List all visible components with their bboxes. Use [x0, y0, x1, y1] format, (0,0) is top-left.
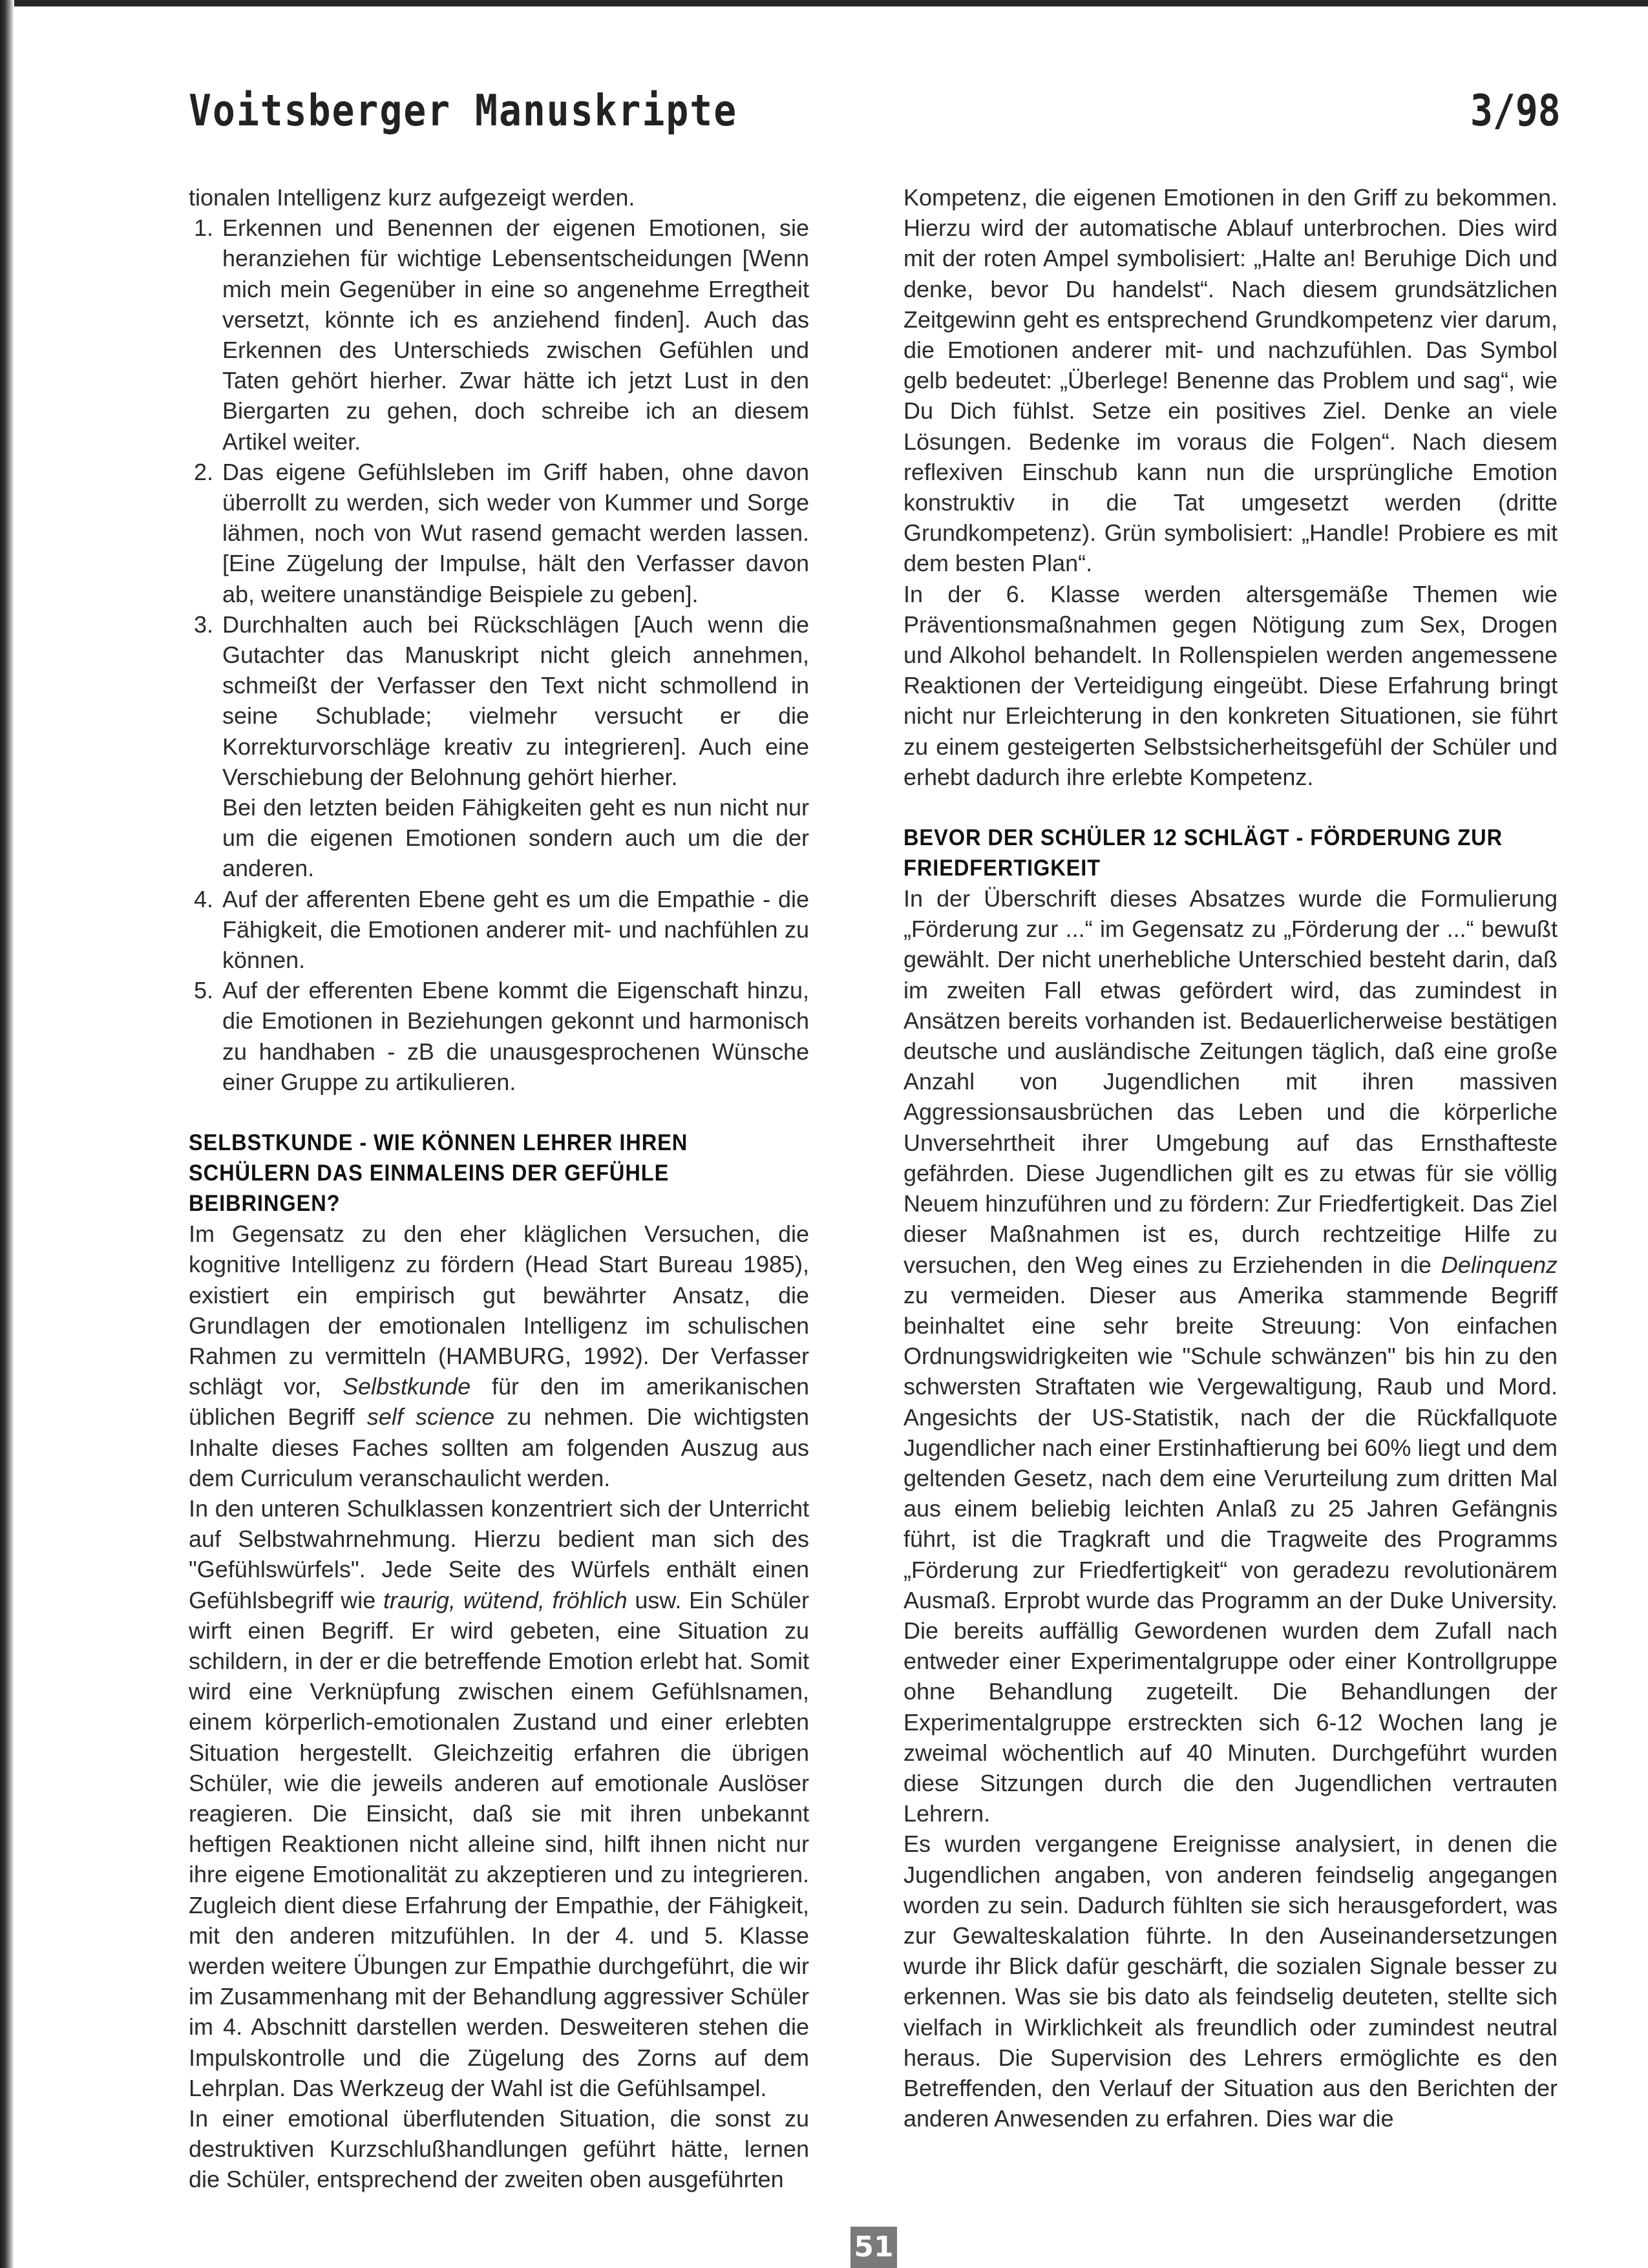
- scan-top-edge: [0, 0, 1648, 6]
- list-item: 1. Erkennen und Benennen der eigenen Emotionen, sie heranziehen für wichtige Lebensentscheidungen [Wenn mich mein Gegenüber in eine so angenehme Erregtheit versetzt, könnte ich es anziehend finden]. Auch das Erkennen des Unterschieds zwischen Gefühlen und Taten gehört hierher. Zwar hätte ich jetzt Lust in den Biergarten zu gehen, doch schreibe ich an diesem Artikel weiter.: [220, 213, 809, 457]
- list-item-text: 3. Durchhalten auch bei Rückschlägen [Auch wenn die Gutachter das Manuskript nicht gleich annehmen, schmeißt der Verfasser den Text nicht schmollend in seine Schublade; vielmehr versucht er die Korrekturvorschläge kreativ zu integrieren]. Auch eine Verschiebung der Belohnung gehört hierher.: [222, 611, 809, 790]
- paragraph: In einer emotional überflutenden Situation, die sonst zu destruktiven Kurzschlußhandlungen geführt hätte, lernen die Schüler, entsprechend der zweiten oben ausgeführten: [189, 2105, 809, 2193]
- paragraph: In der Überschrift dieses Absatzes wurde die Formulierung „Förderung zur ...“ im Gegensatz zu „Förderung der ...“ bewußt gewählt. Der nicht unerhebliche Unterschied besteht darin, daß im zweiten Fall etwas gefördert wird, das zumindest in Ansätzen bereits vorhanden ist. Bedauerlicherweise bestätigen deutsche und ausländische Zeitungen täglich, daß eine große Anzahl von Jugendlichen mit ihren massiven Aggressionsausbrüchen das Leben und die körperliche Unversehrtheit ihrer Umgebung auf das Ernsthafteste gefährden. Diese Jugendlichen gilt es zu etwas für sie völlig Neuem hinzuführen und zu fördern: Zur Friedfertigkeit. Das Ziel dieser Maßnahmen ist es, durch rechtzeitige Hilfe zu versuchen, den Weg eines zu Erziehenden in die Delinquenz zu vermeiden. Dieser aus Amerika stammende Begriff beinhaltet eine sehr breite Streuung: Von einfachen Ordnungswidrigkeiten wie "Schule schwänzen" bis hin zu den schwersten Straftaten wie Vergewaltigung, Raub und Mord. Angesichts der US-Statistik, nach der die Rückfallquote Jugendlicher nach einer Erstinhaftierung bei 60% liegt und dem geltenden Gesetz, nach dem eine Verurteilung zum dritten Mal aus einem beliebig leichten Anlaß zu 25 Jahren Gefängnis führt, ist die Tragkraft und die Tragweite des Programms „Förderung zur Friedfertigkeit“ von geradezu revolutionärem Ausmaß. Erprobt wurde das Programm an der Duke University. Die bereits auffällig Gewordenen wurden dem Zufall nach entweder einer Experimentalgruppe oder einer Kontrollgruppe ohne Behandlung zugeteilt. Die Behandlungen der Experimentalgruppe erstreckten sich 6-12 Wochen lang je zweimal wöchentlich auf 40 Minuten. Durchgeführt wurden diese Sitzungen durch die den Jugendlichen vertrauten Lehrern.: [903, 885, 1558, 1827]
- paragraph: Kompetenz, die eigenen Emotionen in den Griff zu bekommen. Hierzu wird der automatische Ablauf unterbrochen. Dies wird mit der roten Ampel symbolisiert: „Halte an! Beruhige Dich und denke, bevor Du handelst“. Nach diesem grundsätzlichen Zeitgewinn geht es entsprechend Grundkompetenz vier darum, die Emotionen anderer mit- und nachzufühlen. Das Symbol gelb bedeutet: „Überlege! Benenne das Problem und sag“, wie Du Dich fühlst. Setze ein positives Ziel. Denke an viele Lösungen. Bedenke im voraus die Folgen“. Nach diesem reflexiven Einschub kann nun die ursprüngliche Emotion konstruktiv in die Tat umgesetzt werden (dritte Grundkompetenz). Grün symbolisiert: „Handle! Probiere es mit dem besten Plan“.: [903, 184, 1558, 577]
- list-item: 4. Auf der afferenten Ebene geht es um die Empathie - die Fähigkeit, die Emotionen anderer mit- und nachfühlen zu können.: [220, 884, 809, 976]
- paragraph: Im Gegensatz zu den eher kläglichen Versuchen, die kognitive Intelligenz zu fördern (Head Start Bureau 1985), existiert ein empirisch gut bewährter Ansatz, die Grundlagen der emotionalen Intelligenz im schulischen Rahmen zu vermitteln (HAMBURG, 1992). Der Verfasser schlägt vor, Selbstkunde für den im amerikanischen üblichen Begriff self science zu nehmen. Die wichtigsten Inhalte dieses Faches sollten am folgenden Auszug aus dem Curriculum veranschaulicht werden.: [189, 1221, 809, 1491]
- issue-number: 3/98: [1470, 85, 1561, 136]
- emphasis: traurig, wütend, fröhlich: [383, 1586, 628, 1613]
- left-column: [189, 182, 809, 2195]
- right-column: [903, 182, 1558, 2134]
- paragraph: In den unteren Schulklassen konzentriert sich der Unterricht auf Selbstwahrnehmung. Hierzu bedient man sich des "Gefühlswürfels". Jede Seite des Würfels enthält einen Gefühlsbegriff wie traurig, wütend, fröhlich usw. Ein Schüler wirft einen Begriff. Er wird gebeten, eine Situation zu schildern, in der er die betreffende Emotion erlebt hat. Somit wird eine Verknüpfung zwischen einem Gefühlsnamen, einem körperlich-emotionalen Zustand und einer erlebten Situation hergestellt. Gleichzeitig erfahren die übrigen Schüler, wie die jeweils anderen auf emotionale Auslöser reagieren. Die Einsicht, daß sie mit ihren unbekannt heftigen Reaktionen nicht alleine sind, hilft ihnen nicht nur ihre eigene Emotionalität zu akzeptieren und zu integrieren. Zugleich dient diese Erfahrung der Empathie, der Fähigkeit, mit den anderen mitzufühlen. In der 4. und 5. Klasse werden weitere Übungen zur Empathie durchgeführt, die wir im Zusammenhang mit der Behandlung aggressiver Schüler im 4. Abschnitt darstellen werden. Desweiteren stehen die Impulskontrolle und die Zügelung des Zorns auf dem Lehrplan. Das Werkzeug der Wahl ist die Gefühlsampel.: [189, 1495, 810, 2101]
- section-heading: SELBSTKUNDE - WIE KÖNNEN LEHRER IHREN SCHÜLERN DAS EINMALEINS DER GEFÜHLE BEIBRINGEN?: [189, 1130, 688, 1217]
- book-spine-shadow: [0, 0, 14, 2268]
- list-item: [220, 609, 809, 884]
- page-number: 51: [850, 2227, 897, 2268]
- paragraph: In der 6. Klasse werden altersgemäße Themen wie Präventionsmaßnahmen gegen Nötigung zum Sex, Drogen und Alkohol behandelt. In Rollenspielen werden angemessene Reaktionen der Verteidigung eingeübt. Diese Erfahrung bringt nicht nur Erleichterung in den konkreten Situationen, sie führt zu einem gesteigerten Selbstsicherheitsgefühl der Schüler und erhebt dadurch ihre erlebte Kompetenz.: [903, 580, 1558, 790]
- list-item: 2. Das eigene Gefühlsleben im Griff haben, ohne davon überrollt zu werden, sich weder von Kummer und Sorge lähmen, noch von Wut rasend gemacht werden lassen. [Eine Zügelung der Impulse, hält den Verfasser davon ab, weitere unanständige Beispiele zu geben].: [220, 457, 809, 609]
- section-heading: BEVOR DER SCHÜLER 12 SCHLÄGT - FÖRDERUNG ZUR FRIEDFERTIGKEIT: [903, 825, 1503, 881]
- list-item: 5. Auf der efferenten Ebene kommt die Eigenschaft hinzu, die Emotionen in Beziehungen gekonnt und harmonisch zu handhaben - zB die unausgesprochenen Wünsche einer Gruppe zu artikulieren.: [220, 975, 809, 1097]
- paragraph: tionalen Intelligenz kurz aufgezeigt werden.: [189, 184, 635, 211]
- list-note: Bei den letzten beiden Fähigkeiten geht es nun nicht nur um die eigenen Emotionen sondern auch um die der anderen.: [222, 794, 809, 882]
- emphasis: Selbstkunde: [342, 1373, 471, 1400]
- competency-list: [189, 213, 809, 1097]
- emphasis: self science: [366, 1403, 495, 1431]
- paragraph: Es wurden vergangene Ereignisse analysiert, in denen die Jugendlichen angaben, von anderen feindselig angegangen worden zu sein. Dadurch fühlten sie sich herausgefordert, was zur Gewalteskalation führte. In den Auseinandersetzungen wurde ihr Blick dafür geschärft, die sozialen Signale besser zu erkennen. Was sie bis dato als feindselig deuteten, stellte sich vielfach in Wirklichkeit als freundlich oder zumindest neutral heraus. Die Supervision des Lehrers ermöglichte es den Betreffenden, den Verlauf der Situation aus den Berichten der anderen Anwesenden zu erfahren. Dies war die: [903, 1831, 1558, 2132]
- emphasis: Delinquenz: [1441, 1251, 1558, 1278]
- journal-title: Voitsberger Manuskripte: [189, 85, 738, 136]
